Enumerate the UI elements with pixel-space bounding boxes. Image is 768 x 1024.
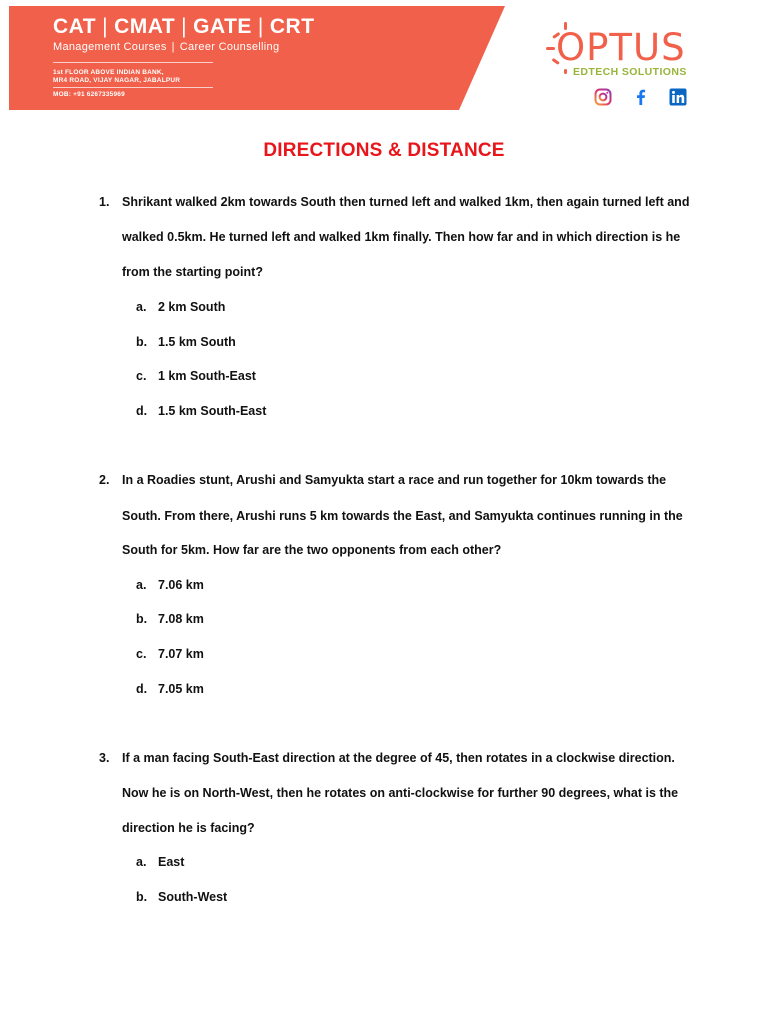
course-list: Management Courses | Career Counselling [53,41,280,53]
option-text: South-West [158,890,228,904]
divider [53,62,213,63]
option-letter: d. [136,682,148,696]
option-text: 1.5 km South [158,335,236,349]
exam-crt: CRT [269,15,315,38]
exam-gate: GATE [193,15,252,38]
question-text-line: In a Roadies stunt, Arushi and Samyukta start a race and run together for 10km towards the [122,473,667,487]
option-letter: c. [136,647,147,661]
question-text-line: South for 5km. How far are the two opponents from each other? [122,543,502,557]
question-text-line: If a man facing South-East direction at the degree of 45, then rotates in a clockwise direction. [122,751,675,765]
option-letter: d. [136,404,148,418]
option-letter: b. [136,890,148,904]
optus-logo [538,14,728,84]
option-letter: a. [136,300,147,314]
facebook-icon[interactable] [632,88,650,106]
option-letter: b. [136,335,148,349]
logo-wordmark: OPTUS [556,26,686,69]
question-text-line: Shrikant walked 2km towards South then turned left and walked 1km, then again turned left and [122,195,690,209]
exam-list: CAT | CMAT | GATE | CRT [53,15,315,38]
option-letter: b. [136,612,148,626]
logo-tagline: EDTECH SOLUTIONS [573,66,687,78]
option-text: 7.06 km [158,578,204,592]
page-title: DIRECTIONS & DISTANCE [263,140,505,161]
option-text: 2 km South [158,300,226,314]
mobile-number: MOB: +91 6267335969 [53,91,125,98]
option-letter: a. [136,855,147,869]
header-banner [9,6,505,110]
question-text-line: South. From there, Arushi runs 5 km towards the East, and Samyukta continues running in the [122,509,683,523]
option-letter: a. [136,578,147,592]
address-line-1: 1st FLOOR ABOVE INDIAN BANK, [53,69,164,76]
option-text: 7.05 km [158,682,204,696]
linkedin-icon[interactable] [669,88,687,106]
option-text: 7.07 km [158,647,204,661]
option-text: East [158,855,185,869]
exam-cmat: CMAT [114,15,176,38]
question-text-line: direction he is facing? [122,821,255,835]
option-letter: c. [136,369,147,383]
instagram-icon[interactable] [594,88,612,106]
question-number: 3. [99,751,110,765]
question-text-line: Now he is on North-West, then he rotates on anti-clockwise for further 90 degrees, what is the [122,786,679,800]
option-text: 7.08 km [158,612,204,626]
option-text: 1 km South-East [158,369,256,383]
question-number: 1. [99,195,110,209]
question-text-line: walked 0.5km. He turned left and walked 1km finally. Then how far and in which direction is he [122,230,681,244]
address-line-2: MR4 ROAD, VIJAY NAGAR, JABALPUR [53,77,181,84]
option-text: 1.5 km South-East [158,404,267,418]
exam-cat: CAT [53,15,97,38]
courses-management: Management Courses [53,41,167,53]
divider [53,87,213,88]
question-text-line: from the starting point? [122,265,263,279]
question-number: 2. [99,473,110,487]
courses-counselling: Career Counselling [179,41,280,53]
